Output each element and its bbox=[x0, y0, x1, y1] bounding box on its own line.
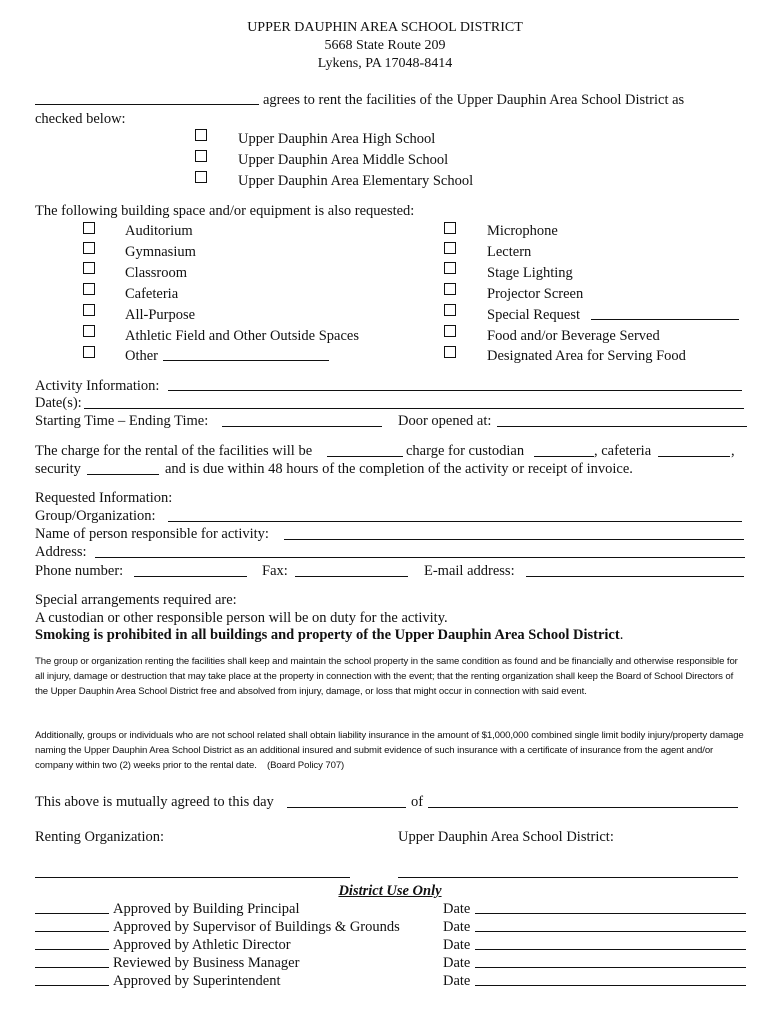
custodian-statement: A custodian or other responsible person will be on duty for the activity. bbox=[35, 610, 448, 626]
space-label-other: Other bbox=[125, 348, 159, 364]
space-checkbox-other[interactable] bbox=[83, 346, 95, 358]
date-label-supervisor: Date bbox=[443, 919, 471, 935]
security-label: security bbox=[35, 461, 81, 477]
charge-text: The charge for the rental of the facilities will be bbox=[35, 443, 313, 459]
space-label-gymnasium: Gymnasium bbox=[125, 244, 196, 260]
activity-info-label: Activity Information: bbox=[35, 378, 160, 394]
school-label-middle: Upper Dauphin Area Middle School bbox=[238, 152, 449, 168]
equip-checkbox-lectern[interactable] bbox=[444, 242, 456, 254]
group-field[interactable] bbox=[168, 521, 742, 522]
fax-field[interactable] bbox=[295, 576, 408, 577]
dates-label: Date(s): bbox=[35, 395, 82, 411]
special-request-field[interactable] bbox=[591, 319, 739, 320]
fax-label: Fax: bbox=[262, 563, 288, 579]
agreement-day-field[interactable] bbox=[287, 807, 406, 808]
insurance-text: Additionally, groups or individuals who are not school related shall obtain liability insurance in the amount of $1,000,000 combined single limit bodily injury/property damage naming the Upper Dauphin Area School District as an additional insured and submit evidence of such insurance with a certificate of insurance from the agent and/or company within two (2) weeks prior to the rental date. bbox=[35, 730, 744, 771]
security-charge-field[interactable] bbox=[87, 474, 159, 475]
requested-heading: Requested Information: bbox=[35, 490, 173, 506]
special-heading: Special arrangements required are: bbox=[35, 592, 237, 608]
approval-initial-principal[interactable] bbox=[35, 913, 109, 914]
door-label: Door opened at: bbox=[398, 413, 492, 429]
other-field[interactable] bbox=[163, 360, 329, 361]
date-field-business[interactable] bbox=[475, 967, 746, 968]
address-label: Address: bbox=[35, 544, 87, 560]
approval-initial-supervisor[interactable] bbox=[35, 931, 109, 932]
phone-field[interactable] bbox=[134, 576, 247, 577]
date-label-business: Date bbox=[443, 955, 471, 971]
school-checkbox-high[interactable] bbox=[195, 129, 207, 141]
approval-label-superintendent: Approved by Superintendent bbox=[113, 973, 281, 989]
approval-label-athletic: Approved by Athletic Director bbox=[113, 937, 291, 953]
district-use-title: District Use Only bbox=[338, 883, 442, 899]
equip-label-special-request: Special Request bbox=[487, 307, 581, 323]
board-policy: (Board Policy 707) bbox=[267, 760, 345, 771]
date-field-supervisor[interactable] bbox=[475, 931, 746, 932]
school-label-high: Upper Dauphin Area High School bbox=[238, 131, 436, 147]
district-address-line1: 5668 State Route 209 bbox=[324, 38, 446, 53]
approval-label-business: Reviewed by Business Manager bbox=[113, 955, 300, 971]
equip-label-projector-screen: Projector Screen bbox=[487, 286, 584, 302]
space-checkbox-auditorium[interactable] bbox=[83, 222, 95, 234]
smoking-statement bbox=[35, 626, 623, 644]
space-checkbox-athletic-field[interactable] bbox=[83, 325, 95, 337]
facility-charge-field[interactable] bbox=[327, 456, 403, 457]
phone-label: Phone number: bbox=[35, 563, 124, 579]
approval-initial-superintendent[interactable] bbox=[35, 985, 109, 986]
renter-name-field[interactable] bbox=[35, 104, 259, 105]
date-field-superintendent[interactable] bbox=[475, 985, 746, 986]
district-address-line2: Lykens, PA 17048-8414 bbox=[317, 56, 453, 71]
approval-label-supervisor: Approved by Supervisor of Buildings & Grounds bbox=[113, 919, 400, 935]
equip-label-serving-area: Designated Area for Serving Food bbox=[487, 348, 686, 364]
renting-org-signature[interactable] bbox=[35, 877, 350, 878]
date-label-principal: Date bbox=[443, 901, 471, 917]
equip-checkbox-microphone[interactable] bbox=[444, 222, 456, 234]
space-label-classroom: Classroom bbox=[125, 265, 188, 281]
space-label-auditorium: Auditorium bbox=[125, 223, 193, 239]
time-label: Starting Time – Ending Time: bbox=[35, 413, 209, 429]
cafeteria-charge-field[interactable] bbox=[658, 456, 730, 457]
date-field-athletic[interactable] bbox=[475, 949, 746, 950]
email-label: E-mail address: bbox=[424, 563, 515, 579]
approval-initial-athletic[interactable] bbox=[35, 949, 109, 950]
date-field-principal[interactable] bbox=[475, 913, 746, 914]
date-label-athletic: Date bbox=[443, 937, 471, 953]
space-label-all-purpose: All-Purpose bbox=[125, 307, 196, 323]
school-label-elementary: Upper Dauphin Area Elementary School bbox=[238, 173, 474, 189]
door-field[interactable] bbox=[497, 426, 747, 427]
liability-paragraph: The group or organization renting the facilities shall keep and maintain the school property in the same condition as found and be financially and otherwise responsible for all injury, damage or destruction that may take place at the property in connection with the event; that the renting organization shall keep the Board of School Directors of the Upper Dauphin Area School District free and absolved from injury, damage, or loss that might occur in connection with said event. bbox=[35, 656, 738, 697]
address-field[interactable] bbox=[95, 557, 745, 558]
time-field[interactable] bbox=[222, 426, 382, 427]
district-sign-label: Upper Dauphin Area School District: bbox=[398, 829, 614, 845]
date-label-superintendent: Date bbox=[443, 973, 471, 989]
approval-initial-business[interactable] bbox=[35, 967, 109, 968]
space-checkbox-gymnasium[interactable] bbox=[83, 242, 95, 254]
agreement-month-field[interactable] bbox=[428, 807, 738, 808]
equip-checkbox-stage-lighting[interactable] bbox=[444, 262, 456, 274]
checked-below-text: checked below: bbox=[35, 111, 126, 127]
email-field[interactable] bbox=[526, 576, 744, 577]
smoking-period: . bbox=[619, 627, 624, 643]
insurance-paragraph bbox=[35, 728, 747, 773]
equip-label-lectern: Lectern bbox=[487, 244, 532, 260]
equip-checkbox-food-beverage[interactable] bbox=[444, 325, 456, 337]
space-heading: The following building space and/or equipment is also requested: bbox=[35, 203, 415, 219]
space-label-athletic-field: Athletic Field and Other Outside Spaces bbox=[125, 328, 359, 344]
space-label-cafeteria: Cafeteria bbox=[125, 286, 179, 302]
agreement-text: This above is mutually agreed to this day bbox=[35, 794, 274, 810]
agrees-text: agrees to rent the facilities of the Upper Dauphin Area School District as bbox=[263, 92, 685, 108]
person-label: Name of person responsible for activity: bbox=[35, 526, 269, 542]
approval-label-principal: Approved by Building Principal bbox=[113, 901, 300, 917]
activity-info-field[interactable] bbox=[168, 390, 742, 391]
school-checkbox-middle[interactable] bbox=[195, 150, 207, 162]
person-field[interactable] bbox=[284, 539, 744, 540]
district-title: UPPER DAUPHIN AREA SCHOOL DISTRICT bbox=[247, 20, 523, 35]
due-text: and is due within 48 hours of the completion of the activity or receipt of invoice. bbox=[165, 461, 633, 477]
agreement-of: of bbox=[411, 794, 424, 810]
group-label: Group/Organization: bbox=[35, 508, 156, 524]
custodian-charge-label: charge for custodian bbox=[406, 443, 525, 459]
smoking-text: Smoking is prohibited in all buildings and property of the Upper Dauphin Area School District bbox=[35, 627, 620, 643]
renting-org-label: Renting Organization: bbox=[35, 829, 164, 845]
space-checkbox-classroom[interactable] bbox=[83, 262, 95, 274]
comma: , bbox=[731, 443, 735, 459]
equip-checkbox-projector-screen[interactable] bbox=[444, 283, 456, 295]
district-signature[interactable] bbox=[398, 877, 738, 878]
cafeteria-charge-label: , cafeteria bbox=[594, 443, 652, 459]
equip-label-food-beverage: Food and/or Beverage Served bbox=[487, 328, 660, 344]
equip-label-stage-lighting: Stage Lighting bbox=[487, 265, 573, 281]
equip-checkbox-serving-area[interactable] bbox=[444, 346, 456, 358]
dates-field[interactable] bbox=[84, 408, 744, 409]
school-checkbox-elementary[interactable] bbox=[195, 171, 207, 183]
equip-checkbox-special-request[interactable] bbox=[444, 304, 456, 316]
equip-label-microphone: Microphone bbox=[487, 223, 558, 239]
space-checkbox-cafeteria[interactable] bbox=[83, 283, 95, 295]
custodian-charge-field[interactable] bbox=[534, 456, 594, 457]
space-checkbox-all-purpose[interactable] bbox=[83, 304, 95, 316]
